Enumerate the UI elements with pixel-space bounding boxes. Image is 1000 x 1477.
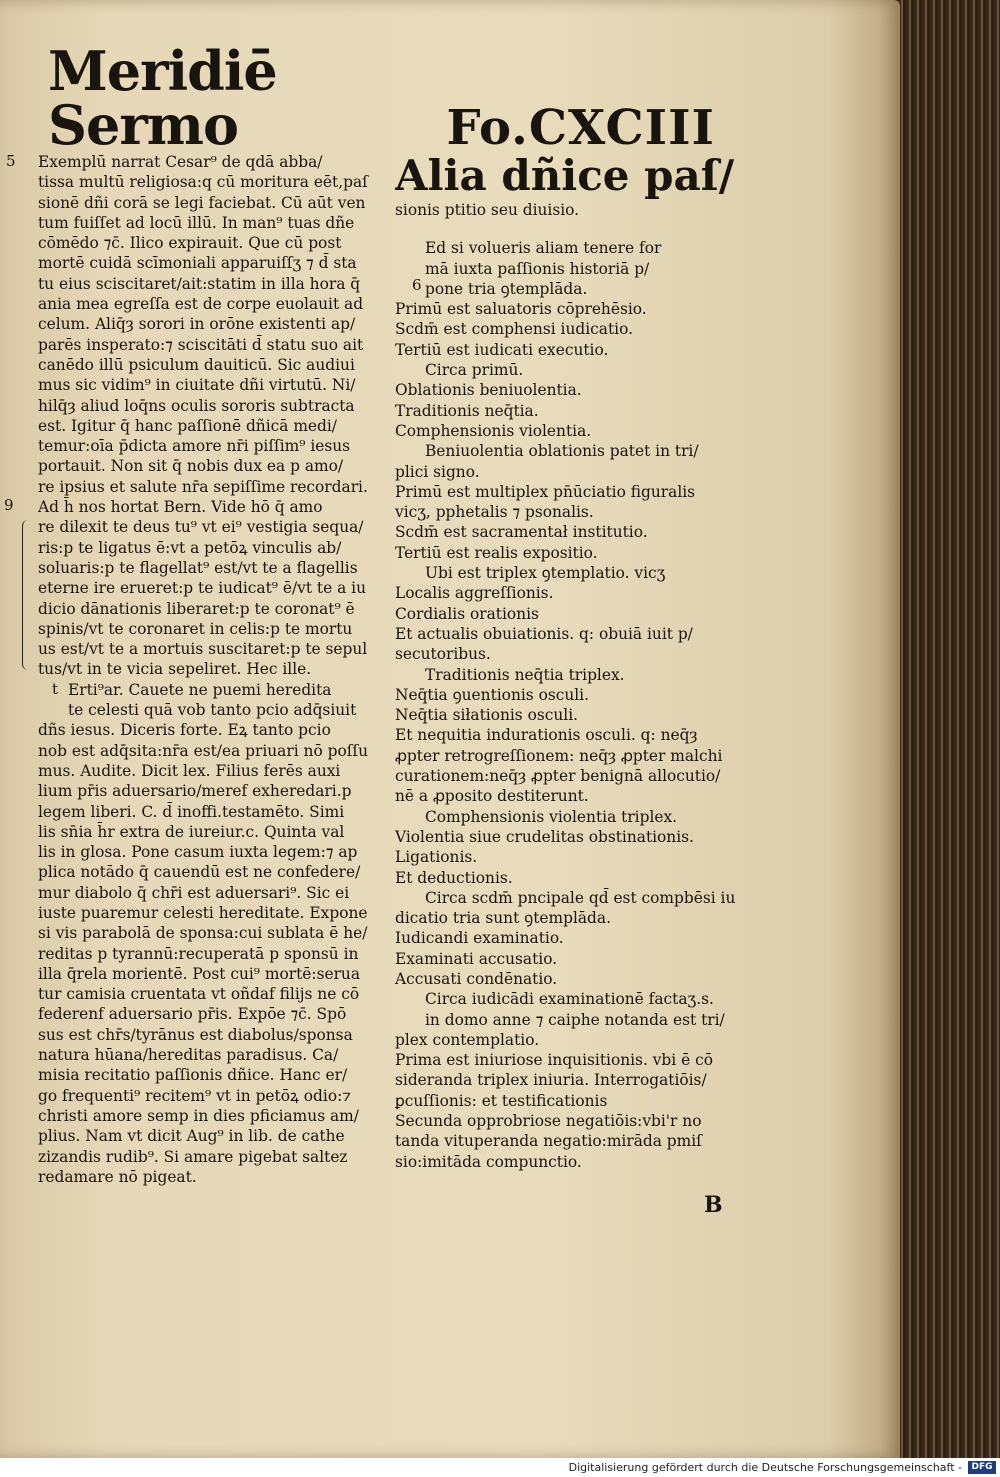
- text-line: lis in glosa. Pone casum iuxta legem:⁊ ap: [38, 843, 358, 862]
- book-edge: [890, 0, 1000, 1458]
- text-line: Scdm̄ est sacramentał institutio.: [395, 523, 648, 542]
- text-line: tur camisia cruentata vt oñdaf filijs ne cō: [38, 985, 360, 1004]
- text-line: Ad h̄ nos hortat Bern. Vide hō q̄ amo: [38, 498, 323, 517]
- dfg-logo: DFG: [968, 1461, 996, 1474]
- text-line: legem liberi. C. d̄ inoffi.testamēto. Simi: [38, 802, 345, 821]
- text-line: Scdm̄ est comphensi iudicatio.: [395, 320, 633, 339]
- text-line: Violentia siue crudelitas obstinationis.: [395, 827, 694, 846]
- text-line: Circa primū.: [425, 361, 524, 380]
- text-line: Et actualis obuiationis. q: obuiā iuit p/: [395, 624, 693, 643]
- text-line: iuste puaremur celesti hereditate. Expone: [38, 903, 368, 922]
- text-line: Cordialis orationis: [395, 604, 539, 623]
- text-line: Tertiū est iudicati executio.: [395, 340, 609, 359]
- text-line: nob est adq̄sita:nr̄a est/ea priuari nō poſſu: [38, 741, 369, 760]
- text-line: mur diabolo q̄ chr̄i est aduersari⁹. Sic ei: [38, 883, 350, 902]
- section-heading-continued: sionis ptitio seu diuisio.: [395, 201, 580, 219]
- margin-bracket: [22, 520, 31, 670]
- text-line: Prima est iniuriose inquisitionis. vbi ē cō: [395, 1051, 713, 1070]
- text-line: in domo anne ⁊ caiphe notanda est tri/: [425, 1010, 725, 1029]
- text-line: Examinati accusatio.: [395, 949, 558, 968]
- text-line: Traditionis neq̄tia.: [395, 401, 539, 420]
- text-line: ꝓpter retrogreſſionem: neq̄ȝ ꝓpter malchi: [395, 746, 723, 765]
- section-heading: Alia dñice paſ/: [395, 152, 735, 200]
- text-line: ania mea egreſſa est de corpe euolauit ad: [38, 295, 364, 314]
- text-line: sio:imitāda compunctio.: [395, 1152, 582, 1171]
- text-line: te celesti quā vob tanto pcio adq̄siuit: [68, 701, 357, 720]
- text-line: Iudicandi examinatio.: [395, 929, 564, 948]
- text-line: vicʒ, pphetalis ⁊ psonalis.: [395, 503, 594, 522]
- text-line: pone tria ꝯtemplāda.: [425, 279, 588, 298]
- text-line: tanda vituperanda negatio:mirāda pmiſ: [395, 1132, 702, 1151]
- margin-mark: 9: [4, 496, 14, 514]
- text-line: si vis parabolā de sponsa:cui sublata ē he/: [38, 924, 368, 943]
- text-line: curationem:neq̄ȝ ꝓpter benignā allocutio/: [395, 767, 721, 786]
- text-line: mus. Audite. Dicit lex. Filius ferēs auxi: [38, 761, 341, 780]
- text-line: mortē cuidā scīmoniali apparuiſſʒ ⁊ d̄ sta: [38, 254, 357, 273]
- text-line: Ed si volueris aliam tenere for: [425, 239, 662, 258]
- text-line: Tertiū est realis expositio.: [395, 543, 598, 562]
- text-line: reditas p tyrannū:recuperatā p sponsū in: [38, 944, 359, 963]
- text-line: Circa scdm̄ pncipale qd̄ est compbēsi iu: [425, 888, 736, 907]
- text-line: illa q̄rela morientē. Post cui⁹ mortē:serua: [38, 964, 361, 983]
- text-line: Neq̄tia siłationis osculi.: [395, 706, 579, 725]
- text-line: Secunda opprobriose negatiōis:vbi'r no: [395, 1112, 702, 1131]
- text-line: lium pr̄is aduersario/meref exheredari.p: [38, 782, 352, 801]
- text-line: est. Igitur q̄ hanc paſſionē dñicā medi/: [38, 416, 337, 435]
- margin-mark: 5: [6, 152, 16, 170]
- text-line: dñs iesus. Diceris forte. Eꝝ tanto pcio: [38, 721, 331, 740]
- text-line: canēdo illū psiculum dauiticū. Sic audiui: [38, 355, 355, 374]
- text-line: temur:oīa p̄dicta amore nr̄i piſſim⁹ iesus: [38, 437, 351, 456]
- text-line: Ligationis.: [395, 848, 478, 867]
- text-line: natura hūana/hereditas paradisus. Ca/: [38, 1046, 339, 1065]
- running-title: Meridiē Sermo: [48, 39, 277, 157]
- text-line: Localis aggreſſionis.: [395, 584, 554, 603]
- text-line: portauit. Non sit q̄ nobis dux ea p amo/: [38, 457, 344, 476]
- text-line: Beniuolentia oblationis patet in tri/: [425, 442, 699, 461]
- text-line: Oblationis beniuolentia.: [395, 381, 582, 400]
- text-line: re dilexit te deus tu⁹ vt ei⁹ vestigia sequa/: [38, 518, 364, 537]
- text-line: mus sic vidim⁹ in ciuitate dñi virtutū. Ni/: [38, 376, 356, 395]
- footer-credit: Digitalisierung gefördert durch die Deutsche Forschungsgemeinschaft -: [0, 1458, 1000, 1477]
- text-line: plex contemplatio.: [395, 1030, 540, 1049]
- text-line: Neq̄tia ꝯuentionis osculi.: [395, 685, 590, 704]
- text-line: misia recitatio paſſionis dñice. Hanc er/: [38, 1066, 348, 1085]
- text-line: mā iuxta paſſionis historiā p/: [425, 259, 650, 278]
- text-line: Et deductionis.: [395, 868, 513, 887]
- margin-mark: 6: [412, 276, 422, 294]
- text-line: sideranda triplex iniuria. Interrogatiōis/: [395, 1071, 707, 1090]
- text-line: redamare nō pigeat.: [38, 1167, 197, 1186]
- text-line: tu eius sciscitaret/ait:statim in illa hora q̄: [38, 274, 361, 293]
- text-line: Accusati condēnatio.: [395, 969, 558, 988]
- text-line: go frequenti⁹ recitem⁹ vt in petōꝝ odio:⁊: [38, 1086, 352, 1105]
- text-line: tissa multū religiosa:q cū moritura eēt,paſ: [38, 173, 368, 192]
- text-line: cōmēdo ⁊c̄. Ilico expirauit. Que cū post: [38, 234, 342, 253]
- text-line: dicio dānationis liberaret:p te coronat⁹ ē: [38, 599, 355, 618]
- text-line: Comphensionis violentia.: [395, 421, 592, 440]
- text-line: lis sn̄ia h̄r extra de iureiur.c. Quinta val: [38, 822, 345, 841]
- text-line: spinis/vt te coronaret in celis:p te mortu: [38, 619, 353, 638]
- text-line: Comphensionis violentia triplex.: [425, 807, 678, 826]
- text-line: Circa iudicādi examinationē factaʒ.s.: [425, 990, 714, 1009]
- text-line: parēs insperato:⁊ sciscitāti d̄ statu suo ait: [38, 335, 364, 354]
- text-line: zizandis rudib⁹. Si amare pigebat saltez: [38, 1147, 348, 1166]
- text-line: tus/vt in te vicia sepeliret. Hec ille.: [38, 660, 312, 679]
- text-line: Erti⁹ar. Cauete ne puemi heredita: [68, 680, 332, 699]
- text-line: plica notādo q̄ cauendū est ne confedere/: [38, 863, 361, 882]
- text-line: hilq̄ȝ aliud loq̄ns oculis sororis subtracta: [38, 396, 355, 415]
- folio-number: Fo.CXCIII: [446, 100, 715, 156]
- text-line: secutoribus.: [395, 645, 491, 664]
- text-line: ris:p te ligatus ē:vt a petōꝝ vinculis ab/: [38, 538, 342, 557]
- margin-mark: t: [52, 680, 59, 698]
- text-line: us est/vt te a mortuis suscitaret:p te sepul: [38, 640, 368, 659]
- text-line: Primū est multiplex pn̄ūciatio figuralis: [395, 482, 696, 501]
- text-line: Traditionis neq̄tia triplex.: [425, 665, 625, 684]
- text-line: christi amore semp in dies pficiamus am/: [38, 1106, 359, 1125]
- text-line: eterne ire erueret:p te iudicat⁹ ē/vt te a iu: [38, 579, 367, 598]
- text-line: Ubi est triplex ꝯtemplatio. vicʒ: [425, 564, 666, 583]
- left-column: [38, 152, 390, 1187]
- text-line: sus est chr̄s/tyrānus est diabolus/sponsa: [38, 1025, 353, 1044]
- right-column: [395, 152, 765, 1172]
- text-line: federenf aduersario pr̄is. Expōe ⁊c̄. Spō: [38, 1005, 347, 1024]
- text-line: re ipsius et salute nr̄a sepiſſime recordari.: [38, 477, 368, 496]
- text-line: Et nequitia indurationis osculi. q: neq̄ȝ: [395, 726, 698, 745]
- text-line: plius. Nam vt dicit Aug⁹ in lib. de cathe: [38, 1127, 345, 1146]
- text-line: Exemplū narrat Cesar⁹ de qdā abba/: [38, 153, 323, 171]
- text-line: sionē dñi corā se legi faciebat. Cū aūt ven: [38, 193, 366, 212]
- text-line: Primū est saluatoris cōprehēsio.: [395, 300, 647, 319]
- text-line: dicatio tria sunt ꝯtemplāda.: [395, 909, 611, 928]
- text-line: soluaris:p te flagellat⁹ est/vt te a flagellis: [38, 558, 358, 577]
- text-line: tum fuiſſet ad locū illū. In man⁹ tuas dñe: [38, 213, 355, 232]
- right-column-lines: [395, 238, 765, 1172]
- text-line: celum. Aliq̄ȝ sorori in orōne existenti ap/: [38, 315, 356, 334]
- text-line: ꝑcuſſionis: et testificationis: [395, 1091, 608, 1110]
- signature-mark: B: [704, 1192, 723, 1218]
- text-line: nē a ꝓposito destiterunt.: [395, 787, 589, 806]
- running-head: [48, 39, 715, 157]
- text-line: plici signo.: [395, 462, 480, 481]
